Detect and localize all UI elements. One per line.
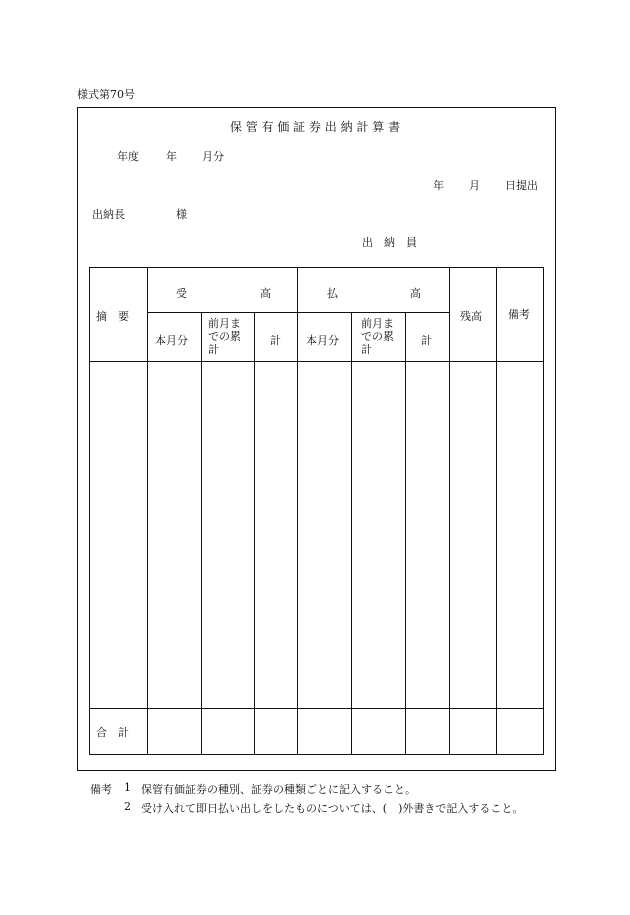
header-remarks: 備考 — [508, 308, 530, 321]
sub-received-total: 計 — [270, 334, 281, 347]
header-received-2: 高 — [260, 287, 271, 300]
header-received-1: 受 — [176, 287, 187, 300]
note-2-number: 2 — [124, 800, 131, 813]
notes-label: 備考 — [90, 783, 112, 796]
cumulative-line-3: 計 — [361, 343, 372, 356]
header-paid-2: 高 — [410, 287, 421, 300]
fiscal-month-unit: 月分 — [202, 150, 224, 163]
form-number: 様式第70号 — [77, 88, 135, 101]
cumulative-line-3: 計 — [208, 343, 219, 356]
note-2-text: 受け入れて即日払い出しをしたものについては、( )外書きで記入すること。 — [141, 802, 524, 815]
total-row-label: 合 計 — [96, 726, 129, 739]
note-1-text: 保管有価証券の種別、証券の種類ごとに記入すること。 — [141, 783, 416, 796]
cumulative-line-1: 前月ま — [361, 317, 394, 330]
submit-day: 日提出 — [505, 179, 538, 192]
clerk-label: 出 納 員 — [362, 236, 417, 249]
sub-paid-total: 計 — [421, 334, 432, 347]
sub-received-cumulative — [208, 317, 241, 356]
sub-paid-cumulative — [361, 317, 394, 356]
submit-year: 年 — [433, 179, 444, 192]
fiscal-year-unit: 年 — [166, 150, 177, 163]
addressee-role: 出納長 — [92, 208, 125, 221]
cumulative-line-2: での累 — [208, 330, 241, 343]
note-1-number: 1 — [124, 781, 131, 794]
form-title: 保 管 有 価 証 券 出 納 計 算 書 — [229, 120, 401, 134]
header-summary: 摘 要 — [96, 310, 129, 323]
addressee-honorific: 様 — [176, 208, 187, 221]
header-balance: 残高 — [460, 310, 482, 323]
sub-received-month: 本月分 — [155, 334, 188, 347]
header-paid-1: 払 — [327, 287, 338, 300]
submit-month: 月 — [469, 179, 480, 192]
fiscal-year-label: 年度 — [117, 150, 139, 163]
cumulative-line-1: 前月ま — [208, 317, 241, 330]
sub-paid-month: 本月分 — [306, 334, 339, 347]
cumulative-line-2: での累 — [361, 330, 394, 343]
